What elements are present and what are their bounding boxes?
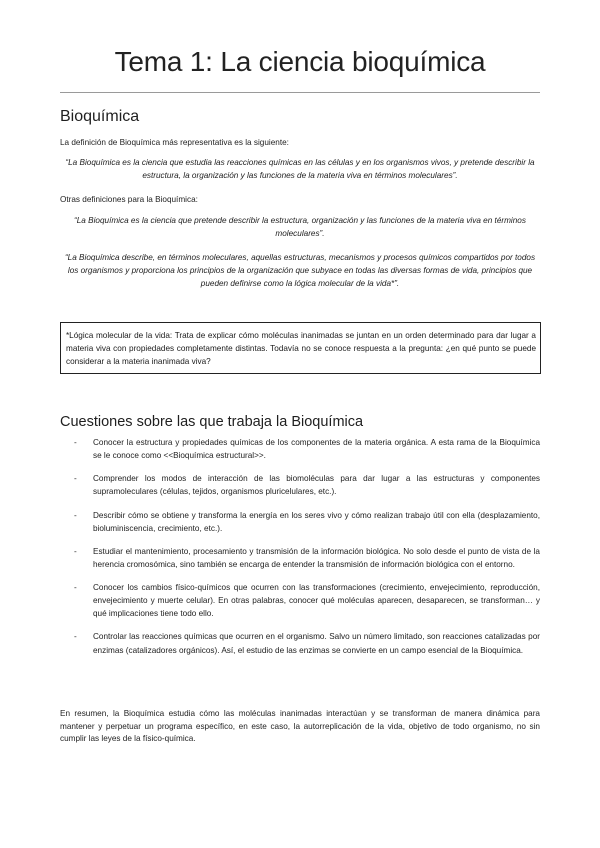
list-bullet-dash: - [74, 474, 77, 484]
list-item-text: Conocer los cambios físico-químicos que ocurren con las transformaciones (crecimiento, envejecimiento, reproducción, envejecimiento y muerte celular). En otras palabras, conocer qué moléculas aparecen, desaparecen, se transforman… y qué implicaciones tiene todo ello. [93, 583, 540, 619]
conclusion-paragraph: En resumen, la Bioquímica estudia cómo las moléculas inanimadas interactúan y se transforman de manera dinámica para mantener y perpetuar un programa específico, en este caso, la autorreplicación de la vida, objetivo de todo organismo, no sin cumplir las leyes de la físico-química. [60, 709, 540, 744]
list-item [60, 630, 540, 656]
list-item [60, 581, 540, 620]
list-item-text: Conocer la estructura y propiedades químicas de los componentes de la materia orgánica. A esta rama de la Bioquímica se le conoce como <<Bioquímica estructural>>. [93, 438, 540, 461]
list-item-text: Estudiar el mantenimiento, procesamiento y transmisión de la información biológica. No solo desde el punto de vista de la herencia cromosómica, sino también se encarga de entender la transmisión de información biológica con el entorno. [93, 546, 540, 569]
topics-list [60, 436, 540, 657]
list-bullet-dash: - [74, 510, 77, 520]
list-bullet-dash: - [74, 632, 77, 642]
list-item [60, 509, 540, 535]
definition-quote-2: “La Bioquímica es la ciencia que pretende describir la estructura, organización y las funciones de la materia viva en términos moleculares”. [74, 216, 526, 239]
list-item-text: Describir cómo se obtiene y transforma la energía en los seres vivo y cómo realizan trabajo útil con ella (desplazamiento, bioluminiscencia, crecimiento, etc.). [93, 510, 540, 533]
definition-quote-1: “La Bioquímica es la ciencia que estudia las reacciones químicas en las células y en los organismos vivos, y pretende describir la estructura, la organización y las funciones de la materia viva en términos moleculares”. [65, 158, 535, 181]
section-heading-bioquimica: Bioquímica [60, 108, 140, 125]
list-item-text: Controlar las reacciones químicas que ocurren en el organismo. Salvo un número limitado, son reacciones catalizadas por enzimas (catalizadores orgánicos). Así, el estudio de las enzimas se convierte en un campo esencial de la Bioquímica. [93, 632, 540, 655]
note-box-logica-molecular: *Lógica molecular de la vida: Trata de explicar cómo moléculas inanimadas se juntan en un orden determinado para dar lugar a materia viva con propiedades completamente distintas. Todavía no se conoce respuesta a la pregunta: ¿en qué punto se puede considerar a la materia inanimada viva? [60, 322, 541, 374]
definition-quote-3: “La Bioquímica describe, en términos moleculares, aquellas estructuras, mecanismos y procesos químicos compartidos por todos los organismos y proporciona los principios de la organización que subyace en todas las diversas formas de vida, principios que pueden definirse como la lógica molecular de la vida*”. [64, 253, 536, 289]
other-definitions-label: Otras definiciones para la Bioquímica: [60, 195, 198, 204]
title-divider [60, 92, 540, 93]
list-bullet-dash: - [74, 583, 77, 592]
list-bullet-dash: - [74, 546, 77, 556]
list-item [60, 545, 540, 571]
page-title: Tema 1: La ciencia bioquímica [114, 46, 486, 77]
list-bullet-dash: - [74, 438, 77, 447]
intro-paragraph: La definición de Bioquímica más representativa es la siguiente: [60, 138, 289, 147]
section-heading-cuestiones: Cuestiones sobre las que trabaja la Bioquímica [60, 414, 364, 430]
list-item [60, 472, 540, 498]
list-item [60, 436, 540, 462]
list-item-text: Comprender los modos de interacción de las biomoléculas para dar lugar a las estructuras y componentes supramoleculares (células, tejidos, organismos pluricelulares, etc.). [93, 474, 540, 497]
